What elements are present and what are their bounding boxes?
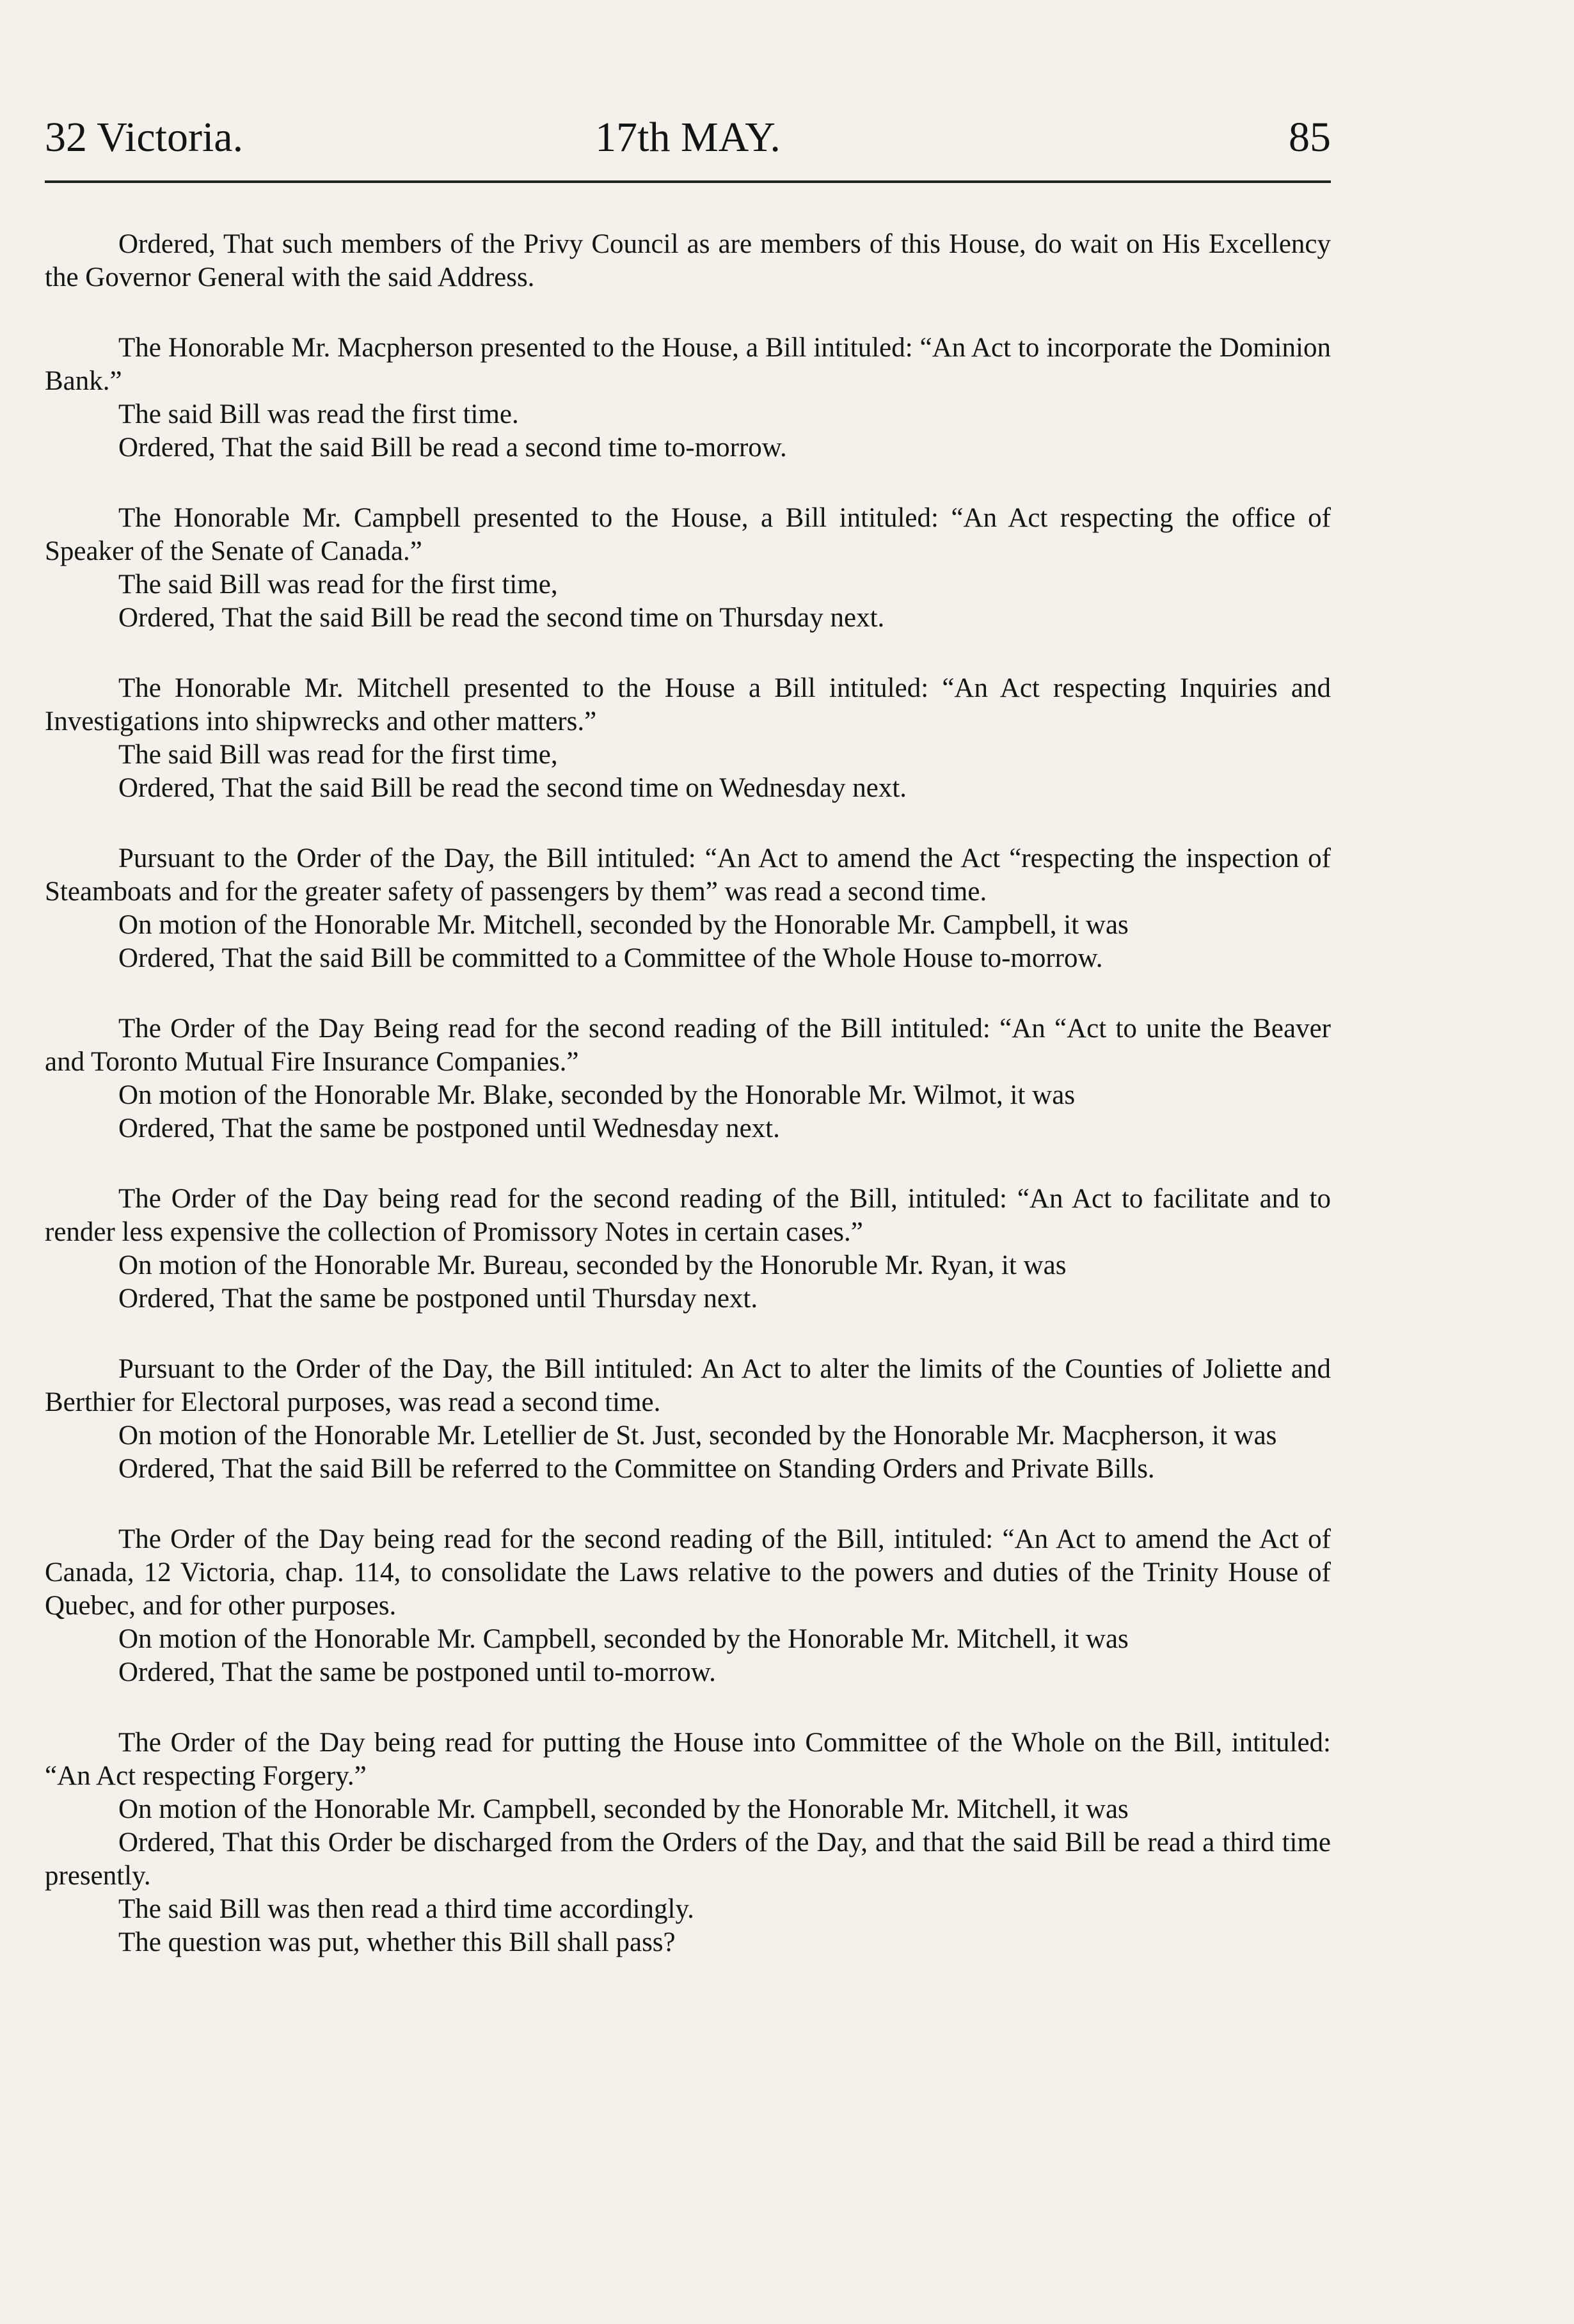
entry-joliette-berthier-bill	[45, 1353, 1331, 1486]
journal-body	[45, 228, 1331, 1959]
entry-line: The Order of the Day being read for the second reading of the Bill, intituled: “An Act to facilitate and to render less expensive the collection of Promissory Notes in certain cases.”	[45, 1184, 1331, 1247]
running-head	[45, 109, 1331, 166]
entry-line: Ordered, That the same be postponed until Wednesday next.	[118, 1113, 780, 1143]
entry-line: The Order of the Day Being read for the second reading of the Bill intituled: “An “Act to unite the Beaver and Toronto Mutual Fire Insurance Companies.”	[45, 1014, 1331, 1077]
entry-line: The Honorable Mr. Macpherson presented to the House, a Bill intituled: “An Act to incorporate the Dominion Bank.”	[45, 333, 1331, 396]
entry-line: Ordered, That this Order be discharged from the Orders of the Day, and that the said Bill be read a third time presently.	[45, 1827, 1331, 1891]
entry-trinity-house-bill	[45, 1523, 1331, 1689]
entry-line: The said Bill was read for the first time,	[118, 569, 558, 600]
entry-dominion-bank-bill	[45, 331, 1331, 465]
entry-forgery-bill	[45, 1726, 1331, 1959]
entry-line: Ordered, That the same be postponed until to-morrow.	[118, 1657, 716, 1687]
entry-line: The Order of the Day being read for putting the House into Committee of the Whole on the Bill, intituled: “An Act respecting Forgery.”	[45, 1728, 1331, 1791]
entry-shipwrecks-bill	[45, 672, 1331, 805]
entry-line: On motion of the Honorable Mr. Mitchell, seconded by the Honorable Mr. Campbell, it was	[118, 910, 1129, 940]
entry-line: Ordered, That the said Bill be referred to the Committee on Standing Orders and Private Bills.	[118, 1454, 1155, 1484]
entry-line: Ordered, That the said Bill be committed to a Committee of the Whole House to-morrow.	[118, 943, 1103, 973]
entry-line: The said Bill was then read a third time accordingly.	[118, 1894, 694, 1924]
entry-line: The Honorable Mr. Mitchell presented to the House a Bill intituled: “An Act respecting Inquiries and Investigations into shipwrecks and other matters.”	[45, 673, 1331, 736]
entry-line: The Honorable Mr. Campbell presented to the House, a Bill intituled: “An Act respecting the office of Speaker of the Senate of Canada.”	[45, 503, 1331, 566]
entry-line: Pursuant to the Order of the Day, the Bill intituled: “An Act to amend the Act “respecting the inspection of Steamboats and for the greater safety of passengers by them” was read a second time.	[45, 843, 1331, 907]
entry-line: The said Bill was read for the first time,	[118, 740, 558, 770]
page-number: 85	[1289, 114, 1331, 161]
entry-line: Ordered, That the same be postponed until Thursday next.	[118, 1284, 758, 1314]
entry-line: Ordered, That the said Bill be read the second time on Thursday next.	[118, 603, 885, 633]
entry-line: The Order of the Day being read for the second reading of the Bill, intituled: “An Act to amend the Act of Canada, 12 Victoria, chap. 114, to consolidate the Laws relative to the powers and duties of the Trinity House of Quebec, and for other purposes.	[45, 1524, 1331, 1621]
entry-line: On motion of the Honorable Mr. Campbell, seconded by the Honorable Mr. Mitchell, it was	[118, 1794, 1129, 1824]
entry-line: On motion of the Honorable Mr. Bureau, seconded by the Honoruble Mr. Ryan, it was	[118, 1250, 1067, 1280]
regnal-year: 32 Victoria.	[45, 114, 244, 161]
entry-line: The question was put, whether this Bill shall pass?	[118, 1927, 676, 1957]
entry-line: On motion of the Honorable Mr. Letellier de St. Just, seconded by the Honorable Mr. Macpherson, it was	[118, 1421, 1277, 1451]
entry-fire-insurance-bill	[45, 1012, 1331, 1145]
entry-line: The said Bill was read the first time.	[118, 399, 519, 429]
entry-line: On motion of the Honorable Mr. Blake, seconded by the Honorable Mr. Wilmot, it was	[118, 1080, 1076, 1110]
entry-line: Ordered, That such members of the Privy Council as are members of this House, do wait on His Excellency the Governor General with the said Address.	[45, 229, 1331, 292]
header-rule	[45, 180, 1331, 183]
entry-line: Pursuant to the Order of the Day, the Bill intituled: An Act to alter the limits of the Counties of Joliette and Berthier for Electoral purposes, was read a second time.	[45, 1354, 1331, 1417]
entry-speaker-senate-bill	[45, 502, 1331, 635]
date-heading: 17th MAY.	[595, 114, 781, 161]
entry-line: Ordered, That the said Bill be read a second time to-morrow.	[118, 433, 787, 463]
entry-line: Ordered, That the said Bill be read the second time on Wednesday next.	[118, 773, 907, 803]
entry-promissory-notes-bill	[45, 1182, 1331, 1316]
entry-line: On motion of the Honorable Mr. Campbell, seconded by the Honorable Mr. Mitchell, it was	[118, 1624, 1129, 1654]
entry-privy-council-address	[45, 228, 1331, 294]
entry-steamboats-bill	[45, 842, 1331, 975]
